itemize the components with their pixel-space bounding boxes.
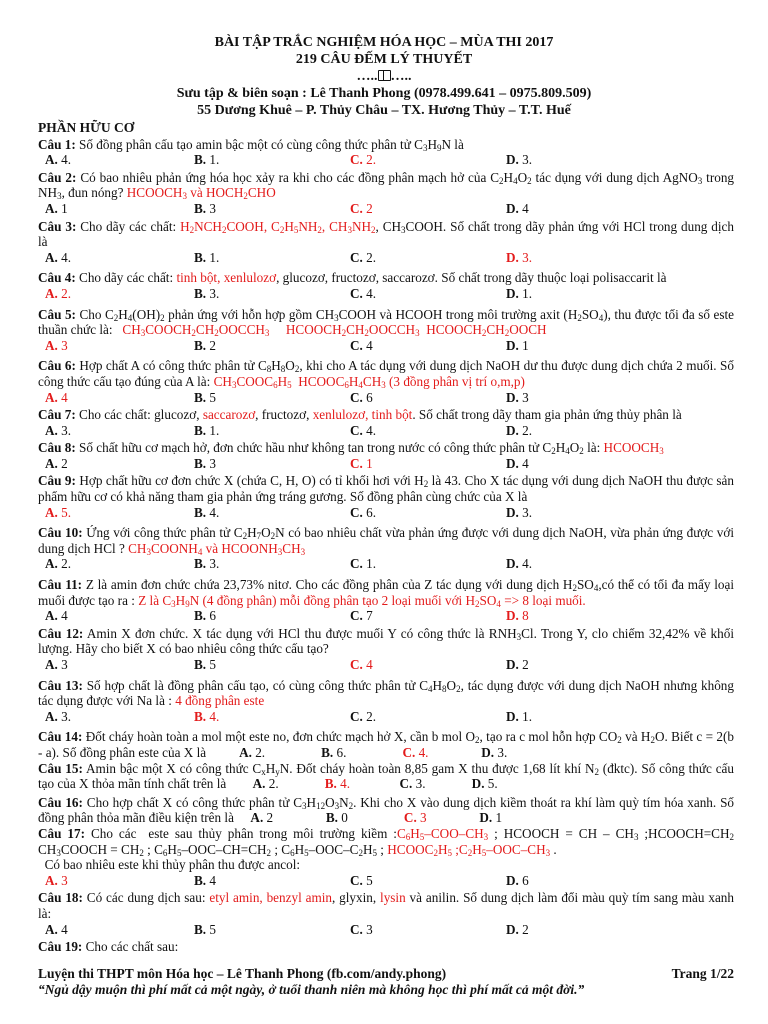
footer-quote: “Ngủ dậy muộn thì phí mất cả một ngày, ở tuổi thanh niên mà không học thì phí mất cả một đời.” xyxy=(38,982,585,997)
question-17-prompt: Có bao nhiêu este khi thủy phân thu được ancol: xyxy=(38,857,301,873)
question-13: Câu 13: Số hợp chất là đồng phân cấu tạo, có cùng công thức phân tử $C_4H_8O_2$, tác dụng được với dung dịch NaOH nhưng không tác dụng được với Na là : 4 đồng phân este xyxy=(38,677,734,709)
question-2: Câu 2: Có bao nhiêu phản ứng hóa học xảy ra khi cho các đồng phân mạch hở của $C_2H_4O_2$ tác dụng với dung dịch AgNO$_3$ trong $NH_3$, đun nóng? $HCOOCH_3$ và $HOCH_2CHO$ xyxy=(38,169,735,202)
question-14: Câu 14: Đốt cháy hoàn toàn a mol một este no, đơn chức mạch hở X, cần b mol $O_2$, tạo ra c mol hỗn hợp $CO_2$ và $H_2O$. Biết c = 2(b - a). Số đồng phân este của X là A. 2. B. 6. C. 4. D. 3. xyxy=(38,729,734,760)
doc-subtitle: 219 CÂU ĐẾM LÝ THUYẾT xyxy=(295,52,473,67)
answers-3: A. 4. B. 1. C. 2. D. 3. xyxy=(45,249,533,265)
answers-9: A. 5. B. 4. C. 6. D. 3. xyxy=(45,504,533,520)
doc-title: BÀI TẬP TRẮC NGHIỆM HÓA HỌC – MÙA THI 2017 xyxy=(214,35,554,50)
answers-13: A. 3. B. 4. C. 2. D. 1. xyxy=(45,708,533,724)
answers-11: A. 4 B. 6 C. 7 D. 8 xyxy=(45,608,529,624)
question-10: Câu 10: Ứng với công thức phân tử $C_2H_7O_2N$ có bao nhiêu chất vừa phản ứng được với dung dịch NaOH, vừa phản ứng được với dung dịch HCl ? $CH_3COONH_4$ và $HCOONH_3CH_3$ xyxy=(38,525,734,557)
question-6: Câu 6: Hợp chất A có công thức phân tử $C_8H_8O_2$, khi cho A tác dụng với dung dịch NaOH dư thu được dung dịch chứa 2 muối. Số công thức cấu tạo đúng của A là: $CH_3COOC_6H_5$ $HCOOC_6H_4CH_3$ (3 đồng phân vị trí o,m,p) xyxy=(38,358,734,390)
answers-7: A. 3. B. 1. C. 4. D. 2. xyxy=(45,422,533,438)
footer-left: Luyện thi THPT môn Hóa học – Lê Thanh Phong (fb.com/andy.phong) xyxy=(38,966,447,981)
answers-18: A. 4 B. 5 C. 3 D. 2 xyxy=(45,921,529,937)
question-15: Câu 15: Amin bậc một X có công thức $C_xH_yN$. Đốt cháy hoàn toàn 8,85 gam X thu được 1,68 lít khí $N_2$ (đktc). Số công thức cấu tạo của X thỏa mãn tính chất trên là A. 2. B. 4. C. 3. D. 5. xyxy=(38,760,735,792)
question-5: Câu 5: Cho $C_2H_4(OH)_2$ phản ứng với hỗn hợp gồm $CH_3COOH$ và HCOOH trong môi trường axit $(H_2SO_4)$, thu được tối đa số este thuần chức là: $CH_3COOCH_2CH_2OOCCH_3$ $HCOOCH_2CH_2OOCCH_3$ $HCOOCH_2CH_2OOCH$ xyxy=(38,306,734,339)
section-title: PHẦN HỮU CƠ xyxy=(38,120,135,135)
question-16: Câu 16: Cho hợp chất X có công thức phân tử $C_3H_{12}O_3N_2$. Khi cho X vào dung dịch kiềm thoát ra khí làm quỳ tím hóa xanh. Số đồng phân thỏa mãn điều kiện trên là A. 2 B. 0 C. 3 D. 1 xyxy=(38,794,734,826)
question-4: Câu 4: Cho dãy các chất: tinh bột, xenlulozơ, glucozơ, fructozơ, saccarozơ. Số chất trong dãy thuộc loại polisaccarit là xyxy=(38,270,667,286)
question-11: Câu 11: Z là amin đơn chức chứa 23,73% nitơ. Cho các đồng phân của Z tác dụng với dung dịch $H_2SO_4,có$ thể có tối đa mấy loại muối được tạo ra : Z là $C_3H_9N$ (4 đồng phân) mỗi đồng phân tạo 2 loại muối với $H_2SO_4 => 8$ loại muối. xyxy=(38,577,734,609)
author-line: Sưu tập & biên soạn : Lê Thanh Phong (0978.499.641 – 0975.809.509) xyxy=(176,86,592,101)
question-3: Câu 3: Cho dãy các chất: $H_2NCH_2COOH$, $C_2H_5NH_2$, $CH_3NH_2$, $CH_3COOH$. Số chất trong dãy phản ứng với HCl trong dung dịch là xyxy=(38,218,735,250)
address-line: 55 Dương Khuê – P. Thủy Châu – TX. Hương Thủy – T.T. Huế xyxy=(197,103,571,118)
question-19: Câu 19: Cho các chất sau: xyxy=(38,939,179,955)
answers-12: A. 3 B. 5 C. 4 D. 2 xyxy=(45,657,529,672)
answers-4: A. 2. B. 3. C. 4. D. 1. xyxy=(45,285,533,301)
question-7: Câu 7: Cho các chất: glucozơ, saccarozơ, fructozơ, xenlulozơ, tinh bột. Số chất trong dãy tham gia phản ứng thủy phân là xyxy=(38,407,682,423)
answers-6: A. 4 B. 5 C. 6 D. 3 xyxy=(45,389,529,405)
ornament xyxy=(0,68,768,85)
answers-5: A. 3 B. 2 C. 4 D. 1 xyxy=(45,337,529,353)
answers-17: A. 3 B. 4 C. 5 D. 6 xyxy=(45,872,529,888)
answers-1: A. 4. B. 1. C. 2. D. 3. xyxy=(45,152,533,168)
question-17: Câu 17: Cho các este sau thủy phân trong môi trường kiềm $:C_6H_5-COO-CH_3$ ; HCOOCH = CH – $CH_3$ $;HCOOCH=CH_2$ $CH_3COOCH = CH_2$ ; $C_6H_5-OOC-CH=CH_2$ ; $C_6H_5-OOC-C_2H_5$ ; $HCOOC_2H_5$ $;C_2H_5-OOC-CH_3$ . xyxy=(38,825,735,858)
question-9: Câu 9: Hợp chất hữu cơ đơn chức X (chứa C, H, O) có tỉ khối hơi với $H_2$ là 43. Cho X tác dụng với dung dịch NaOH thu được sản phẩm hữu cơ có khả năng tham gia phản ứng tráng gương. Số đồng phân cùng chức của X là xyxy=(38,473,734,505)
page-footer xyxy=(38,966,734,998)
page-number: Trang 1/22 xyxy=(671,966,734,981)
answers-2: A. 1 B. 3 C. 2 D. 4 xyxy=(45,200,529,216)
book-icon xyxy=(378,70,391,81)
answers-10: A. 2. B. 3. C. 1. D. 4. xyxy=(45,556,533,572)
answers-8: A. 2 B. 3 C. 1 D. 4 xyxy=(45,455,529,471)
ornament-left: ….. xyxy=(356,69,378,84)
question-1: Câu 1: Số đồng phân cấu tạo amin bậc một có cùng công thức phân tử $C_3H_9N$ là xyxy=(38,136,464,153)
question-list xyxy=(38,120,734,955)
ornament-right: ….. xyxy=(390,69,412,84)
question-18: Câu 18: Có các dung dịch sau: etyl amin, benzyl amin, glyxin, lysin và anilin. Số dung dịch làm đổi màu quỳ tím sang màu xanh là: xyxy=(38,890,734,921)
question-12: Câu 12: Amin X đơn chức. X tác dụng với HCl thu được muối Y có công thức là $RNH_3Cl$. Trong Y, clo chiếm 32,42% về khối lượng. Hãy cho biết X có bao nhiêu công thức cấu tạo? xyxy=(38,625,734,657)
question-8: Câu 8: Số chất hữu cơ mạch hở, đơn chức hầu như không tan trong nước có công thức phân tử $C_2H_4O_2$ là: $HCOOCH_3$ xyxy=(38,440,664,457)
